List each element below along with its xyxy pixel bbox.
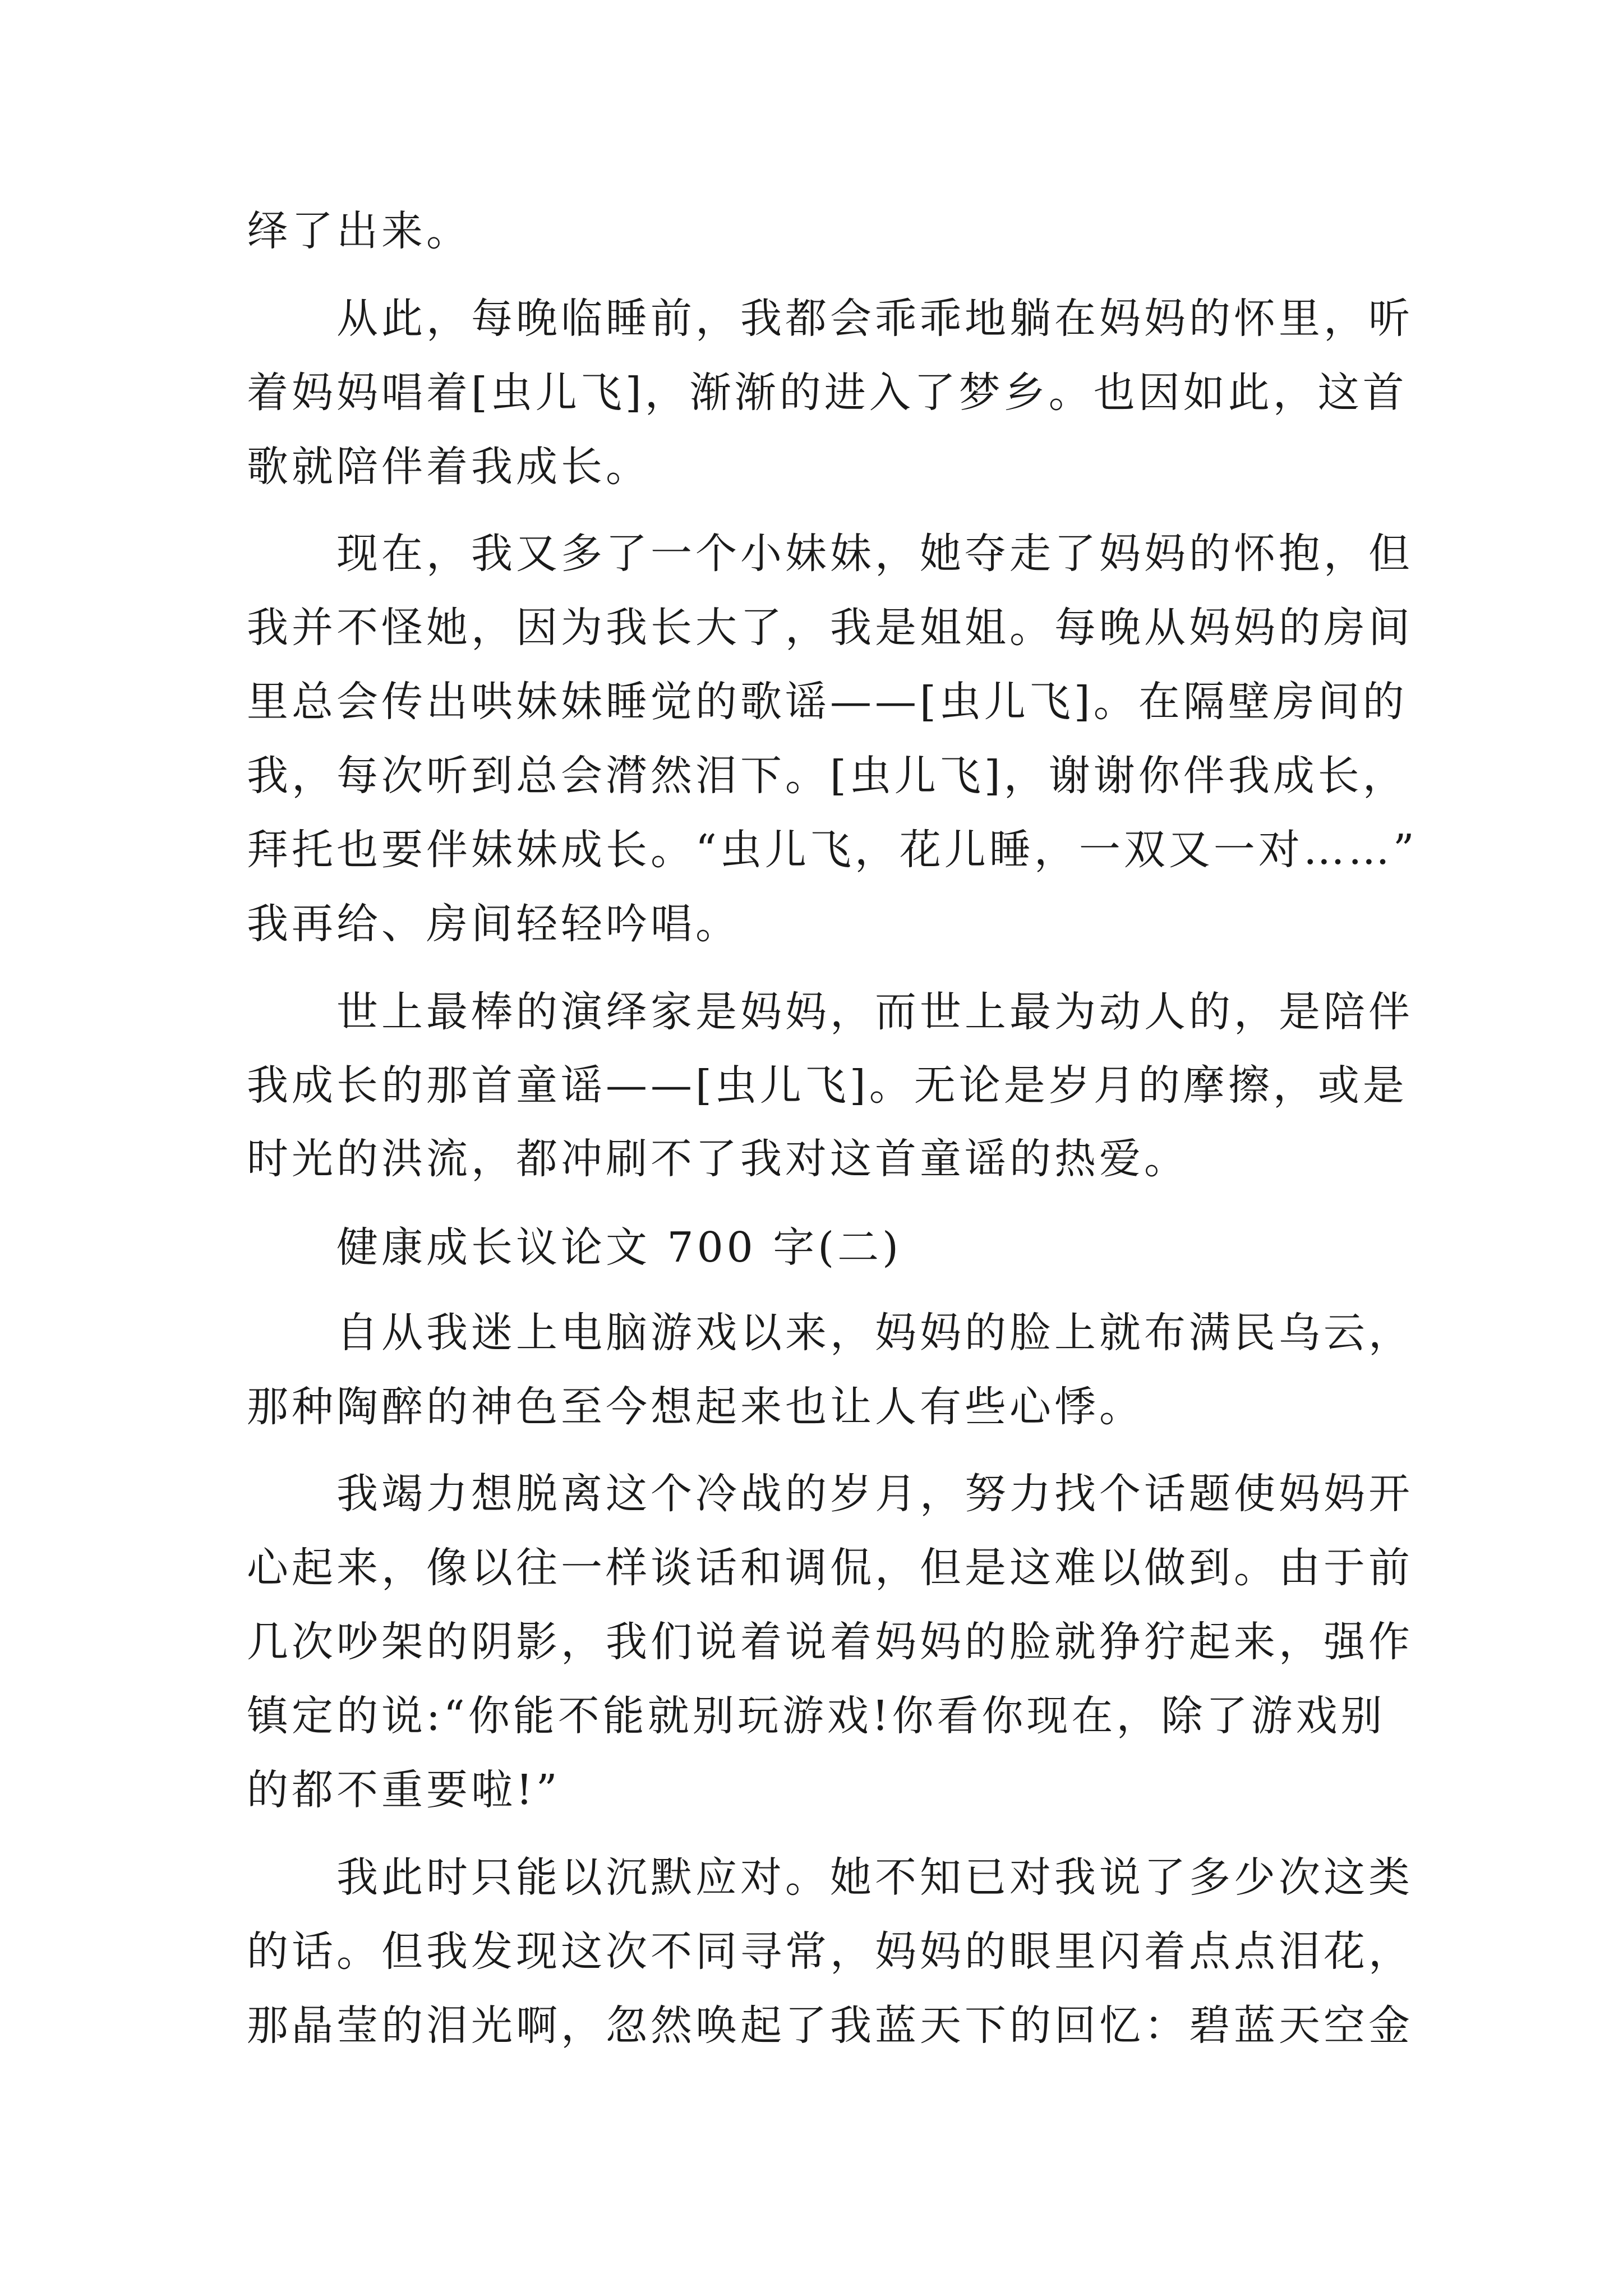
text-line: 心起来，像以往一样谈话和调侃，但是这难以做到。由于前 (247, 1544, 1413, 1592)
text-line: 现在，我又多了一个小妹妹，她夺走了妈妈的怀抱，但 (336, 530, 1413, 578)
text-line: 我，每次听到总会潸然泪下。[虫儿飞]，谢谢你伴我成长， (247, 752, 1408, 800)
text-line: 几次吵架的阴影，我们说着说着妈妈的脸就狰狞起来，强作 (247, 1618, 1413, 1666)
text-line: 我此时只能以沉默应对。她不知已对我说了多少次这类 (336, 1853, 1413, 1902)
text-line: 那晶莹的泪光啊，忽然唤起了我蓝天下的回忆：碧蓝天空金 (247, 2001, 1413, 2050)
text-line: 我成长的那首童谣——[虫儿飞]。无论是岁月的摩擦，或是 (247, 1061, 1408, 1110)
text-line: 世上最棒的演绎家是妈妈，而世上最为动人的，是陪伴 (336, 988, 1413, 1036)
text-line: 时光的洪流，都冲刷不了我对这首童谣的热爱。 (247, 1135, 1189, 1183)
text-line: 我竭力想脱离这个冷战的岁月，努力找个话题使妈妈开 (336, 1470, 1413, 1518)
text-line: 绎了出来。 (247, 207, 471, 255)
text-line: 那种陶醉的神色至今想起来也让人有些心悸。 (247, 1383, 1144, 1431)
text-line: 的话。但我发现这次不同寻常，妈妈的眼里闪着点点泪花， (247, 1927, 1413, 1976)
text-line: 着妈妈唱着[虫儿飞]，渐渐的进入了梦乡。也因如此，这首 (247, 369, 1408, 417)
text-line: 从此，每晚临睡前，我都会乖乖地躺在妈妈的怀里，听 (336, 295, 1413, 343)
text-line: 的都不重要啦!” (247, 1766, 561, 1814)
text-line: 歌就陪伴着我成长。 (247, 443, 651, 491)
section-heading: 健康成长议论文 700 字(二) (336, 1223, 902, 1272)
text-line: 自从我迷上电脑游戏以来，妈妈的脸上就布满民乌云， (336, 1309, 1413, 1357)
text-line: 拜托也要伴妹妹成长。“虫儿飞，花儿睡，一双又一对……” (247, 826, 1418, 874)
text-line: 镇定的说:“你能不能就别玩游戏!你看你现在，除了游戏别 (247, 1692, 1386, 1740)
text-line: 我并不怪她，因为我长大了，我是姐姐。每晚从妈妈的房间 (247, 604, 1413, 652)
text-line: 里总会传出哄妹妹睡觉的歌谣——[虫儿飞]。在隔壁房间的 (247, 678, 1408, 726)
text-line: 我再给、房间轻轻吟唱。 (247, 900, 740, 948)
